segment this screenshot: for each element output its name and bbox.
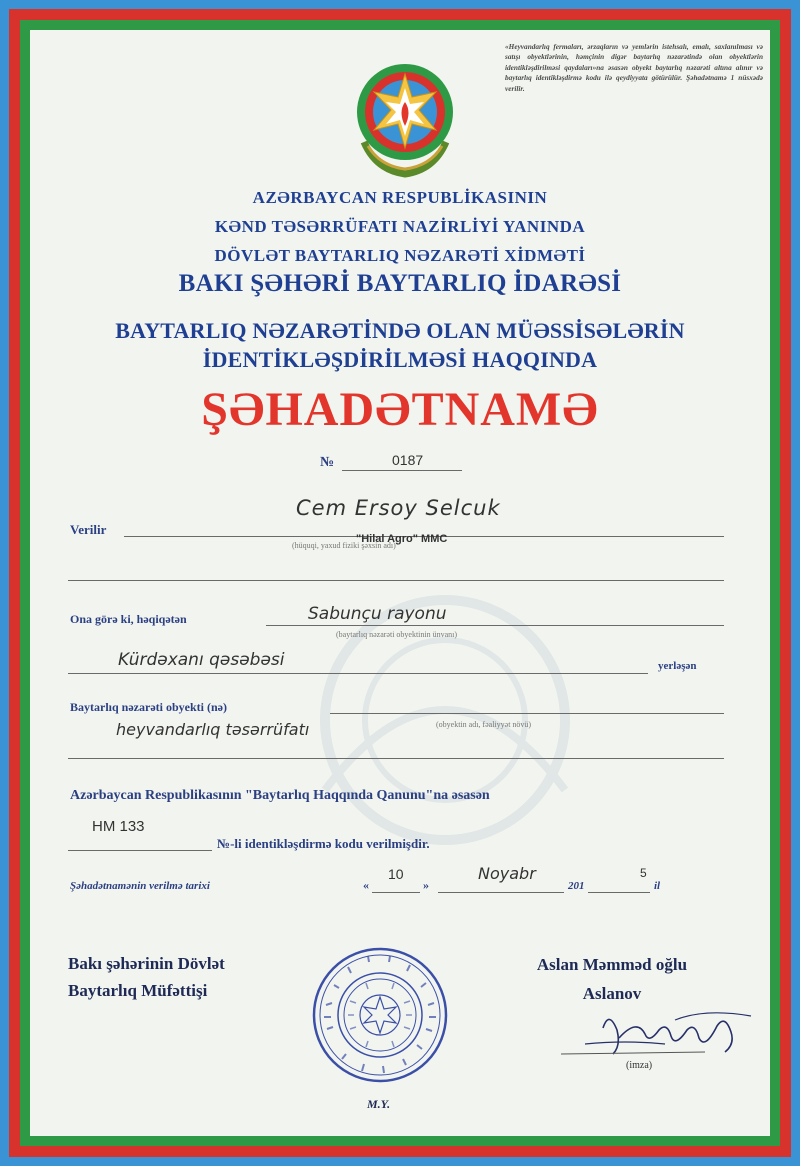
- stamp-label: M.Y.: [367, 1097, 391, 1111]
- code-line: [68, 850, 212, 851]
- number-value: 0187: [392, 452, 424, 468]
- year-unit: il: [654, 880, 661, 892]
- address-hint: (baytarlıq nəzarəti obyektinin ünvanı): [336, 630, 458, 639]
- signature-hint: (imza): [626, 1060, 653, 1071]
- code-value: HM 133: [92, 818, 145, 835]
- issued-to-name: Cem Ersoy Selcuk: [296, 496, 501, 520]
- header-line-4: BAKI ŞƏHƏRİ BAYTARLIQ İDARƏSİ: [178, 270, 622, 297]
- object-label: Baytarlıq nəzarəti obyekti (nə): [70, 700, 227, 714]
- signatory-left-line-2: Baytarlıq Müfəttişi: [68, 981, 208, 1000]
- issued-to-hint: (hüquqi, yaxud fiziki şəxsin adı): [292, 541, 396, 550]
- object-hint: (obyektin adı, fəaliyyət növü): [436, 720, 532, 729]
- month-line: [438, 892, 564, 893]
- issue-month: Noyabr: [478, 864, 536, 883]
- year-prefix: 201: [568, 880, 585, 892]
- address-line: [266, 625, 724, 626]
- signatory-left: [68, 950, 225, 1004]
- date-quote-open: «: [363, 878, 369, 892]
- issued-to-label: Verilir: [70, 522, 107, 537]
- object-line-2: [68, 758, 724, 759]
- azerbaijan-emblem-icon: [346, 52, 464, 180]
- day-line: [372, 892, 420, 893]
- object-value: heyvandarlıq təsərrüfatı: [116, 720, 310, 739]
- issue-day: 10: [388, 866, 404, 882]
- signatory-left-line-1: Bakı şəhərinin Dövlət: [68, 954, 225, 973]
- issued-to-company: "Hilal Agro" MMC: [356, 533, 448, 545]
- address-suffix: yerləşən: [658, 660, 697, 672]
- certificate-paper: [30, 30, 770, 1136]
- address-settlement: Kürdəxanı qəsəbəsi: [118, 650, 285, 670]
- signatory-right-line-1: Aslan Məmməd oğlu: [536, 955, 688, 974]
- corner-note: «Heyvandarlıq fermaları, ərzaqların və yemlərin istehsalı, emalı, saxlanılması və satışı obyektlərinin, həmçinin digər baytarlıq nəzarətində olan obyektlərin identikləşdirilməsi qaydaları»na əsasən obyekt baytarlıq nəzarəti altına alınır və baytarlıq identikləşdirmə kodu ilə qeydiyyata götürülür. Şəhadətnamə 1 nüsxədə verilir.: [505, 42, 763, 93]
- address-district: Sabunçu rayonu: [308, 604, 447, 624]
- address-label: Ona görə ki, həqiqətən: [70, 612, 187, 626]
- code-suffix: №-li identikləşdirmə kodu verilmişdir.: [217, 836, 430, 851]
- object-line: [330, 713, 724, 714]
- handwritten-signature-icon: [555, 1000, 755, 1072]
- header-line-1: AZƏRBAYCAN RESPUBLİKASININ: [252, 188, 548, 207]
- law-text: Azərbaycan Respublikasının "Baytarlıq Haqqında Qanunu"na əsasən: [70, 788, 490, 803]
- official-stamp-icon: [310, 945, 450, 1085]
- header-line-3: DÖVLƏT BAYTARLIQ NƏZARƏTİ XİDMƏTİ: [214, 246, 586, 265]
- signatory-right-line-2: Aslanov: [582, 984, 642, 1003]
- header-line-6: İDENTİKLƏŞDİRİLMƏSİ HAQQINDA: [202, 347, 598, 372]
- number-label: №: [320, 455, 335, 470]
- header-line-2: KƏND TƏSƏRRÜFATI NAZİRLİYİ YANINDA: [214, 217, 586, 236]
- date-quote-close: »: [423, 878, 429, 892]
- number-line: [342, 470, 462, 471]
- header-line-5: BAYTARLIQ NƏZARƏTİNDƏ OLAN MÜƏSSİSƏLƏRİN: [115, 318, 685, 343]
- year-line: [588, 892, 650, 893]
- year-suffix: 5: [640, 866, 647, 880]
- issued-to-line-2: [68, 580, 724, 581]
- settlement-line: [68, 673, 648, 674]
- issue-date-label: Şəhadətnamənin verilmə tarixi: [70, 880, 210, 892]
- certificate-title: ŞƏHADƏTNAMƏ: [201, 383, 599, 436]
